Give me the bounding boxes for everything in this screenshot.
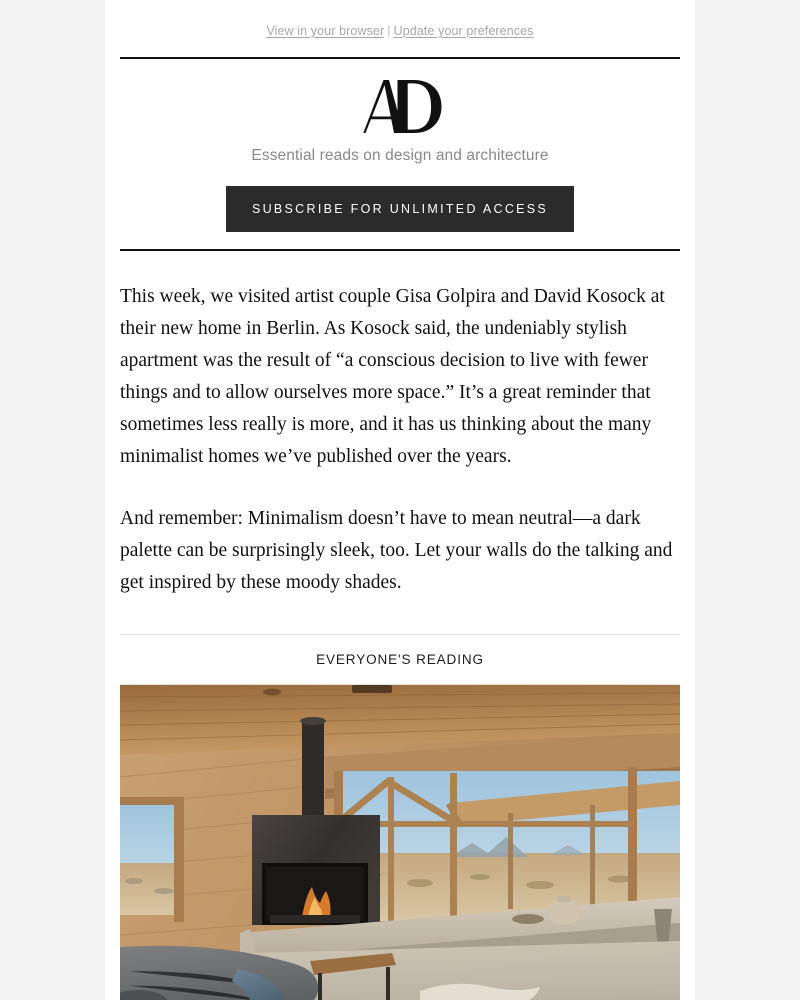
section-title: EVERYONE'S READING (316, 651, 484, 667)
hero-image[interactable] (120, 685, 680, 1000)
update-preferences-link[interactable]: Update your preferences (393, 24, 534, 38)
section-header (105, 634, 695, 685)
cta-container (105, 165, 695, 232)
body-paragraph-1: This week, we visited artist couple Gisa Golpira and David Kosock at their new home in Berlin. As Kosock said, the undeniably stylish apartment was the result of “a conscious decision to live with fewer things and to allow ourselves more space.” It’s a great reminder that sometimes less really is more, and it has us thinking about the many minimalist homes we’ve published over the years. (120, 285, 665, 467)
body-copy (105, 251, 695, 599)
masthead-tagline: Essential reads on design and architecture (251, 147, 549, 164)
view-in-browser-link[interactable]: View in your browser (266, 24, 385, 38)
body-paragraph-2: And remember: Minimalism doesn’t have to mean neutral—a dark palette can be surprisingly sleek, too. Let your walls do the talking and get inspired by these moody shades. (120, 507, 673, 593)
preheader-separator: | (387, 24, 391, 38)
ad-logo-icon[interactable] (357, 78, 443, 135)
masthead (105, 59, 695, 165)
desert-house-interior-photo (120, 685, 680, 1000)
preheader-links (105, 0, 695, 38)
email-content-card (105, 0, 695, 1000)
subscribe-button[interactable]: SUBSCRIBE FOR UNLIMITED ACCESS (226, 186, 574, 232)
